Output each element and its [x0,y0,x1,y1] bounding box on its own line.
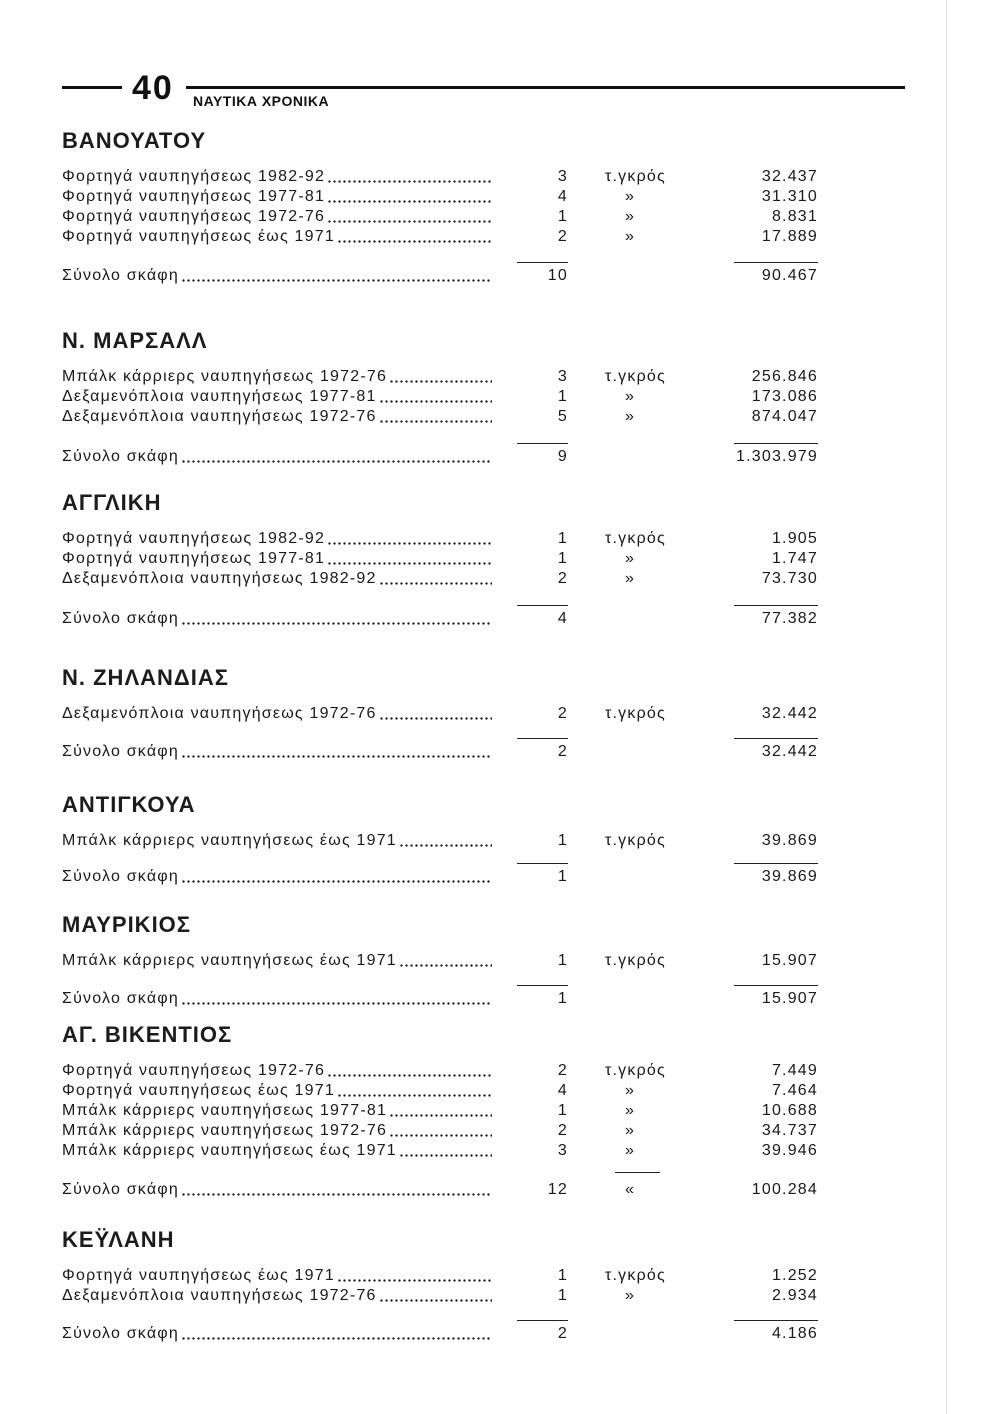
total-row [62,1180,832,1200]
section-england [62,489,832,629]
dot-leader [328,167,492,187]
row-value: 8.831 [771,208,818,225]
magazine-title: ΝΑΥΤΙΚΑ ΧΡΟΝΙΚΑ [193,93,330,109]
table-row [62,704,832,724]
total-rule [517,738,568,739]
total-row [62,989,832,1009]
table-row [62,207,832,227]
dot-leader [182,989,492,1009]
row-label: Φορτηγά ναυπηγήσεως 1977-81 [62,550,326,567]
row-unit: » [625,570,636,587]
table-row [62,187,832,207]
dot-leader [328,187,492,207]
row-unit: » [625,1102,636,1119]
total-rule [517,262,568,263]
total-row [62,266,832,286]
section-title: ΑΓΓΛΙΚΗ [62,490,162,515]
row-count: 2 [557,1062,568,1079]
table-row [62,951,832,971]
row-unit: » [625,550,636,567]
row-value: 31.310 [761,188,818,205]
dot-leader [380,704,492,724]
total-rule [734,1320,818,1321]
row-unit: » [625,188,636,205]
row-value: 10.688 [761,1102,818,1119]
row-value: 7.449 [771,1062,818,1079]
total-value: 32.442 [761,743,818,760]
row-value: 1.252 [771,1267,818,1284]
row-label: Δεξαμενόπλοια ναυπηγήσεως 1972-76 [62,705,377,722]
row-value: 1.747 [771,550,818,567]
row-label-cell [62,951,492,971]
total-label: Σύνολο σκάφη [62,267,179,284]
row-label: Φορτηγά ναυπηγήσεως 1972-76 [62,1062,326,1079]
row-count: 1 [557,208,568,225]
row-label-cell [62,1121,492,1141]
row-label: Φορτηγά ναυπηγήσεως 1982-92 [62,168,326,185]
dot-leader [390,1101,492,1121]
table-row [62,227,832,247]
total-rule [517,443,568,444]
row-count: 3 [557,1142,568,1159]
section-title: ΚΕΫΛΑΝΗ [62,1227,175,1252]
row-label: Φορτηγά ναυπηγήσεως 1982-92 [62,530,326,547]
total-count: 9 [557,448,568,465]
row-count: 1 [557,1102,568,1119]
table-row [62,569,832,589]
row-unit: τ.γκρός [605,832,666,849]
row-unit: τ.γκρός [605,1267,666,1284]
row-label-cell [62,1266,492,1286]
row-value: 39.869 [761,832,818,849]
row-label: Δεξαμενόπλοια ναυπηγήσεως 1972-76 [62,408,377,425]
row-label: Φορτηγά ναυπηγήσεως 1977-81 [62,188,326,205]
total-label-cell [62,266,492,286]
row-count: 1 [557,1287,568,1304]
row-count: 3 [557,168,568,185]
row-value: 32.437 [761,168,818,185]
row-value: 32.442 [761,705,818,722]
row-label: Δεξαμενόπλοια ναυπηγήσεως 1982-92 [62,570,377,587]
dot-leader [390,1121,492,1141]
dot-leader [182,609,492,629]
row-unit: τ.γκρός [605,952,666,969]
total-label: Σύνολο σκάφη [62,743,179,760]
row-unit: τ.γκρός [605,1062,666,1079]
row-label-cell [62,549,492,569]
total-rule [517,1320,568,1321]
row-unit: » [625,208,636,225]
dot-leader [390,367,492,387]
total-label-cell [62,1180,492,1200]
total-value: 77.382 [761,610,818,627]
row-count: 2 [557,705,568,722]
total-row [62,867,832,887]
section-antigua [62,791,832,887]
dot-leader [182,867,492,887]
dot-leader [380,1286,492,1306]
dot-leader [182,1324,492,1344]
row-label-cell [62,1141,492,1161]
row-value: 2.934 [771,1287,818,1304]
row-label-cell [62,569,492,589]
total-value: 4.186 [771,1325,818,1342]
section-marshall-islands [62,327,832,467]
row-label-cell [62,529,492,549]
row-count: 1 [557,530,568,547]
row-count: 3 [557,368,568,385]
dot-leader [380,569,492,589]
total-label-cell [62,742,492,762]
dot-leader [338,1266,492,1286]
table-row [62,831,832,851]
table-row [62,1266,832,1286]
total-row [62,609,832,629]
dot-leader [338,1081,492,1101]
total-label: Σύνολο σκάφη [62,868,179,885]
row-label: Μπάλκ κάρριερς ναυπηγήσεως 1977-81 [62,1102,388,1119]
table-row [62,167,832,187]
row-value: 73.730 [761,570,818,587]
total-rule [734,262,818,263]
dot-leader [338,227,492,247]
total-value: 15.907 [761,990,818,1007]
dot-leader [400,831,492,851]
dot-leader [182,266,492,286]
total-rule [517,863,568,864]
total-label-cell [62,1324,492,1344]
dot-leader [182,447,492,467]
row-count: 2 [557,570,568,587]
row-label-cell [62,831,492,851]
total-label: Σύνολο σκάφη [62,1181,179,1198]
total-label-cell [62,989,492,1009]
row-count: 5 [557,408,568,425]
row-unit: » [625,1082,636,1099]
section-title: ΒΑΝΟΥΑΤΟΥ [62,128,207,153]
total-value: 100.284 [751,1181,818,1198]
total-count: 4 [557,610,568,627]
page-number: 40 [132,69,174,107]
row-label-cell [62,1061,492,1081]
table-row [62,549,832,569]
row-unit: » [625,1142,636,1159]
dot-leader [400,951,492,971]
row-label: Μπάλκ κάρριερς ναυπηγήσεως 1972-76 [62,1122,388,1139]
row-label-cell [62,167,492,187]
row-label: Φορτηγά ναυπηγήσεως έως 1971 [62,228,335,245]
total-count: 2 [557,1325,568,1342]
row-value: 173.086 [751,388,818,405]
row-count: 2 [557,1122,568,1139]
total-count: 1 [557,868,568,885]
table-row [62,529,832,549]
row-unit: » [625,1287,636,1304]
row-count: 2 [557,228,568,245]
total-count: 12 [547,1181,568,1198]
table-row [62,407,832,427]
total-count: 2 [557,743,568,760]
header-rule-left [62,86,122,89]
row-unit: τ.γκρός [605,368,666,385]
row-value: 34.737 [761,1122,818,1139]
row-value: 7.464 [771,1082,818,1099]
row-label-cell [62,187,492,207]
total-unit: « [625,1181,636,1198]
total-row [62,447,832,467]
total-label-cell [62,609,492,629]
total-label: Σύνολο σκάφη [62,448,179,465]
section-title: ΜΑΥΡΙΚΙΟΣ [62,912,191,937]
total-value: 1.303.979 [736,448,818,465]
total-value: 90.467 [761,267,818,284]
row-value: 39.946 [761,1142,818,1159]
row-unit: » [625,408,636,425]
total-row [62,742,832,762]
row-value: 256.846 [751,368,818,385]
dot-leader [328,1061,492,1081]
dot-leader [380,407,492,427]
row-label-cell [62,367,492,387]
row-value: 17.889 [761,228,818,245]
section-new-zealand [62,664,832,762]
row-label: Δεξαμενόπλοια ναυπηγήσεως 1972-76 [62,1287,377,1304]
row-label-cell [62,207,492,227]
table-row [62,1061,832,1081]
row-label: Φορτηγά ναυπηγήσεως έως 1971 [62,1082,335,1099]
section-vanuatu [62,127,832,286]
dot-leader [400,1141,492,1161]
table-row [62,1101,832,1121]
total-row [62,1324,832,1344]
total-rule [517,985,568,986]
row-label-cell [62,1101,492,1121]
header-rule-right [186,86,905,89]
table-row [62,387,832,407]
total-rule [517,605,568,606]
row-label-cell [62,387,492,407]
total-rule [734,985,818,986]
row-count: 1 [557,550,568,567]
row-label: Μπάλκ κάρριερς ναυπηγήσεως έως 1971 [62,832,397,849]
row-label-cell [62,227,492,247]
page-edge [946,0,947,1414]
section-title: ΑΓ. ΒΙΚΕΝΤΙΟΣ [62,1022,233,1047]
dot-leader [328,207,492,227]
total-label-cell [62,867,492,887]
row-unit: τ.γκρός [605,705,666,722]
total-label: Σύνολο σκάφη [62,1325,179,1342]
total-rule [734,738,818,739]
total-count: 10 [547,267,568,284]
row-unit: » [625,388,636,405]
section-mauritius [62,911,832,1009]
table-row [62,1141,832,1161]
table-row [62,367,832,387]
total-rule [734,605,818,606]
total-rule [734,863,818,864]
total-rule [615,1172,660,1173]
dot-leader [328,549,492,569]
total-label: Σύνολο σκάφη [62,990,179,1007]
row-unit: τ.γκρός [605,530,666,547]
total-count: 1 [557,990,568,1007]
row-count: 1 [557,1267,568,1284]
table-row [62,1081,832,1101]
row-label: Φορτηγά ναυπηγήσεως έως 1971 [62,1267,335,1284]
section-st-vincent [62,1021,832,1200]
dot-leader [328,529,492,549]
section-ceylon [62,1226,832,1344]
row-value: 1.905 [771,530,818,547]
total-label-cell [62,447,492,467]
row-label-cell [62,1081,492,1101]
total-value: 39.869 [761,868,818,885]
table-row [62,1121,832,1141]
row-count: 4 [557,1082,568,1099]
table-row [62,1286,832,1306]
row-unit: » [625,228,636,245]
row-count: 1 [557,952,568,969]
row-label: Μπάλκ κάρριερς ναυπηγήσεως έως 1971 [62,1142,397,1159]
total-rule [734,443,818,444]
section-title: Ν. ΜΑΡΣΑΛΛ [62,328,208,353]
dot-leader [182,1180,492,1200]
total-label: Σύνολο σκάφη [62,610,179,627]
row-value: 15.907 [761,952,818,969]
row-label-cell [62,1286,492,1306]
dot-leader [380,387,492,407]
row-label: Μπάλκ κάρριερς ναυπηγήσεως έως 1971 [62,952,397,969]
row-count: 4 [557,188,568,205]
row-label: Μπάλκ κάρριερς ναυπηγήσεως 1972-76 [62,368,388,385]
row-count: 1 [557,388,568,405]
row-value: 874.047 [751,408,818,425]
row-label-cell [62,704,492,724]
row-label: Φορτηγά ναυπηγήσεως 1972-76 [62,208,326,225]
row-label: Δεξαμενόπλοια ναυπηγήσεως 1977-81 [62,388,377,405]
row-unit: » [625,1122,636,1139]
section-title: ΑΝΤΙΓΚΟΥΑ [62,792,196,817]
row-count: 1 [557,832,568,849]
section-title: Ν. ΖΗΛΑΝΔΙΑΣ [62,665,229,690]
row-label-cell [62,407,492,427]
dot-leader [182,742,492,762]
row-unit: τ.γκρός [605,168,666,185]
